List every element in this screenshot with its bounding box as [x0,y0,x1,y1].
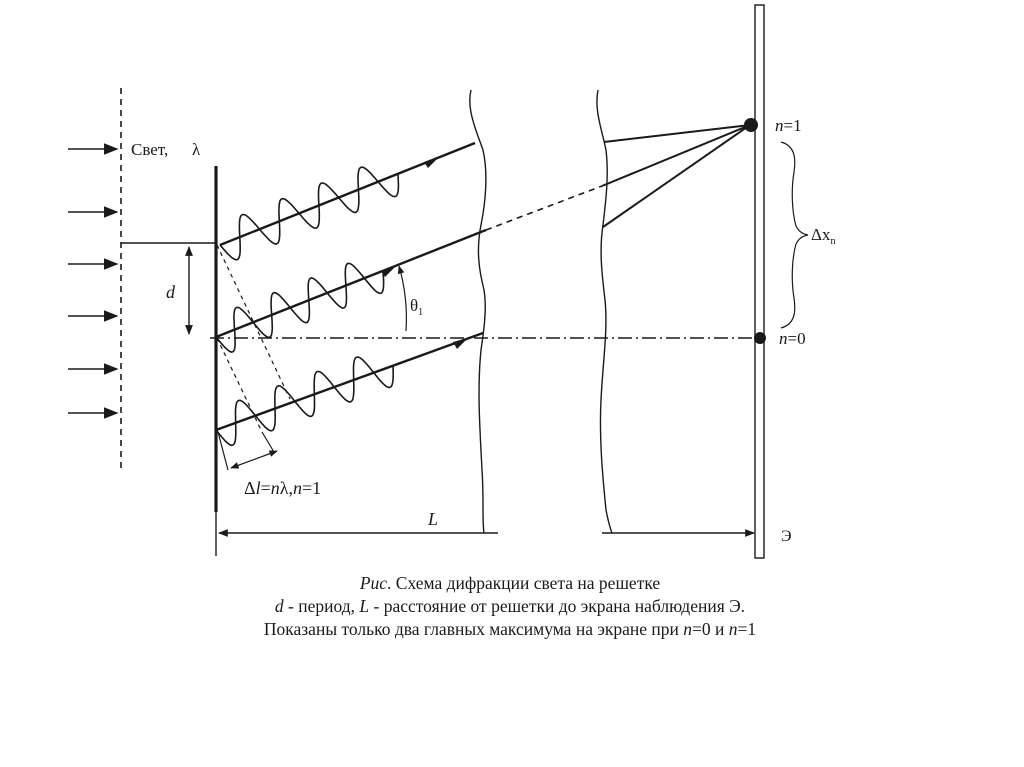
path-difference-arrow [231,451,277,468]
delta-x-label: $\Delta x_n$ [811,225,836,247]
caption-line-3: Показаны только два главных максимума на экране при n=0 и n=1 [263,619,757,639]
path-difference-perpendicular-2 [217,338,262,432]
theta-label: $\theta_1$ [410,296,424,318]
maximum-n1-dot [744,118,758,132]
maximum-n0-dot [754,332,766,344]
lambda-label: λ [192,140,201,159]
break-line-left [470,90,486,533]
path-difference-label: Δl=nλ,n=1 [244,478,322,498]
observation-screen [755,5,764,558]
ray-middle [216,230,486,337]
break-line-right [597,90,612,533]
light-label: Свет, [131,140,169,159]
ray-arrowheads [381,157,468,349]
L-label: L [428,509,439,529]
caption-line-1: Рис. Схема дифракции света на решетке [359,573,661,593]
figure-caption [150,572,870,641]
delta-x-brace [781,142,808,328]
ray-middle-extension [486,186,602,230]
wave-lower [216,357,393,445]
caption-line-2: d - период, L - расстояние от решетки до экрана наблюдения Э. [274,596,746,616]
path-difference-tick-right [262,432,274,452]
n1-label: n=1 [775,116,802,135]
n0-label: n=0 [779,329,806,348]
d-label: d [166,282,175,302]
wave-middle [216,263,384,352]
incident-light-arrows [68,149,117,413]
theta-angle-arc [399,266,406,331]
screen-label: Э [781,528,792,545]
wave-upper [220,167,398,260]
